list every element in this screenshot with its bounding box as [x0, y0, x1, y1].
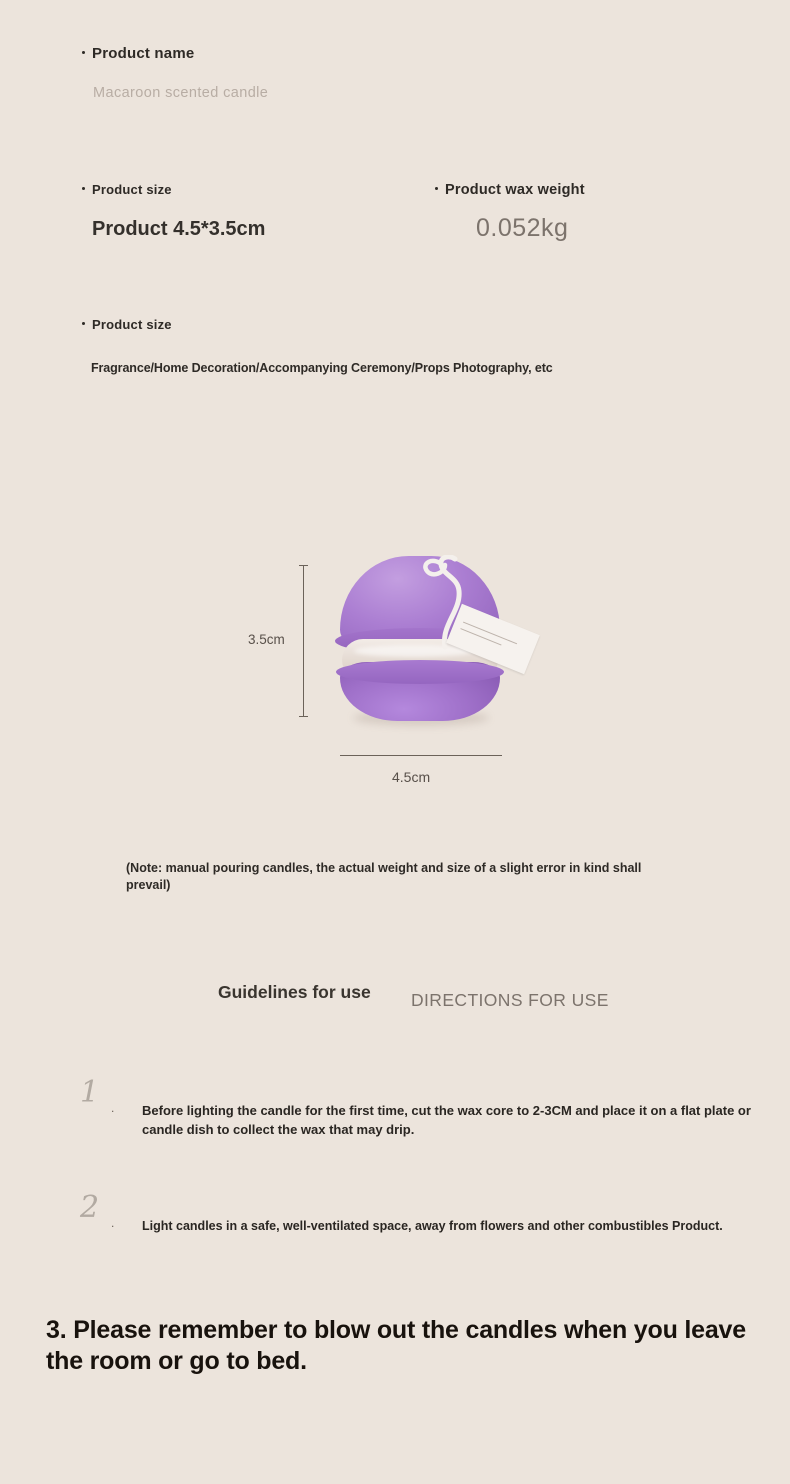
product-weight-label: Product wax weight [445, 182, 585, 198]
width-dimension-line [340, 755, 502, 756]
step-number-dot: . [111, 1216, 115, 1230]
product-name-label: Product name [92, 45, 195, 62]
bullet-dot-icon [82, 51, 85, 54]
guidelines-title-primary: Guidelines for use [218, 982, 371, 1002]
height-dimension-line [303, 565, 304, 717]
tag-text-line [460, 628, 501, 645]
bullet-dot-icon [82, 187, 85, 190]
product-size-heading [82, 182, 265, 197]
macaron-candle-illustration [331, 556, 514, 721]
bullet-dot-icon [435, 187, 438, 190]
macaron-bottom-ruffle [336, 660, 504, 684]
product-weight-heading [435, 182, 585, 198]
step-number: 1 [80, 1075, 100, 1110]
product-usage-label: Product size [92, 317, 172, 332]
bullet-dot-icon [82, 322, 85, 325]
product-name-heading [82, 45, 268, 62]
guidelines-title-secondary: DIRECTIONS FOR USE [411, 990, 609, 1010]
height-dimension-label: 3.5cm [248, 632, 285, 647]
product-photo-area [248, 490, 578, 800]
width-dimension-label: 4.5cm [392, 769, 431, 785]
usage-step-3: 3. Please remember to blow out the candles when you leave the room or go to bed. [46, 1316, 746, 1375]
manufacturing-note: (Note: manual pouring candles, the actual weight and size of a slight error in kind shall prevail) [126, 861, 642, 892]
product-size-label: Product size [92, 182, 172, 197]
product-weight-block [435, 182, 585, 243]
product-weight-value: 0.052kg [476, 214, 569, 242]
step-number: 2 [80, 1190, 100, 1225]
product-usage-value: Fragrance/Home Decoration/Accompanying Ceremony/Props Photography, etc [91, 361, 553, 375]
step-text: Before lighting the candle for the first time, cut the wax core to 2-3CM and place it on a flat plate or candle dish to collect the wax that may drip. [142, 1103, 751, 1137]
product-usage-heading [82, 317, 553, 332]
product-usage-block [82, 317, 553, 375]
product-size-value: Product 4.5*3.5cm [92, 218, 266, 240]
product-name-block [82, 45, 268, 101]
step-text: Light candles in a safe, well-ventilated space, away from flowers and other combustibles Product. [142, 1219, 723, 1233]
product-size-block [82, 182, 265, 241]
step-number-dot: . [111, 1101, 115, 1115]
product-name-value: Macaroon scented candle [93, 85, 269, 101]
